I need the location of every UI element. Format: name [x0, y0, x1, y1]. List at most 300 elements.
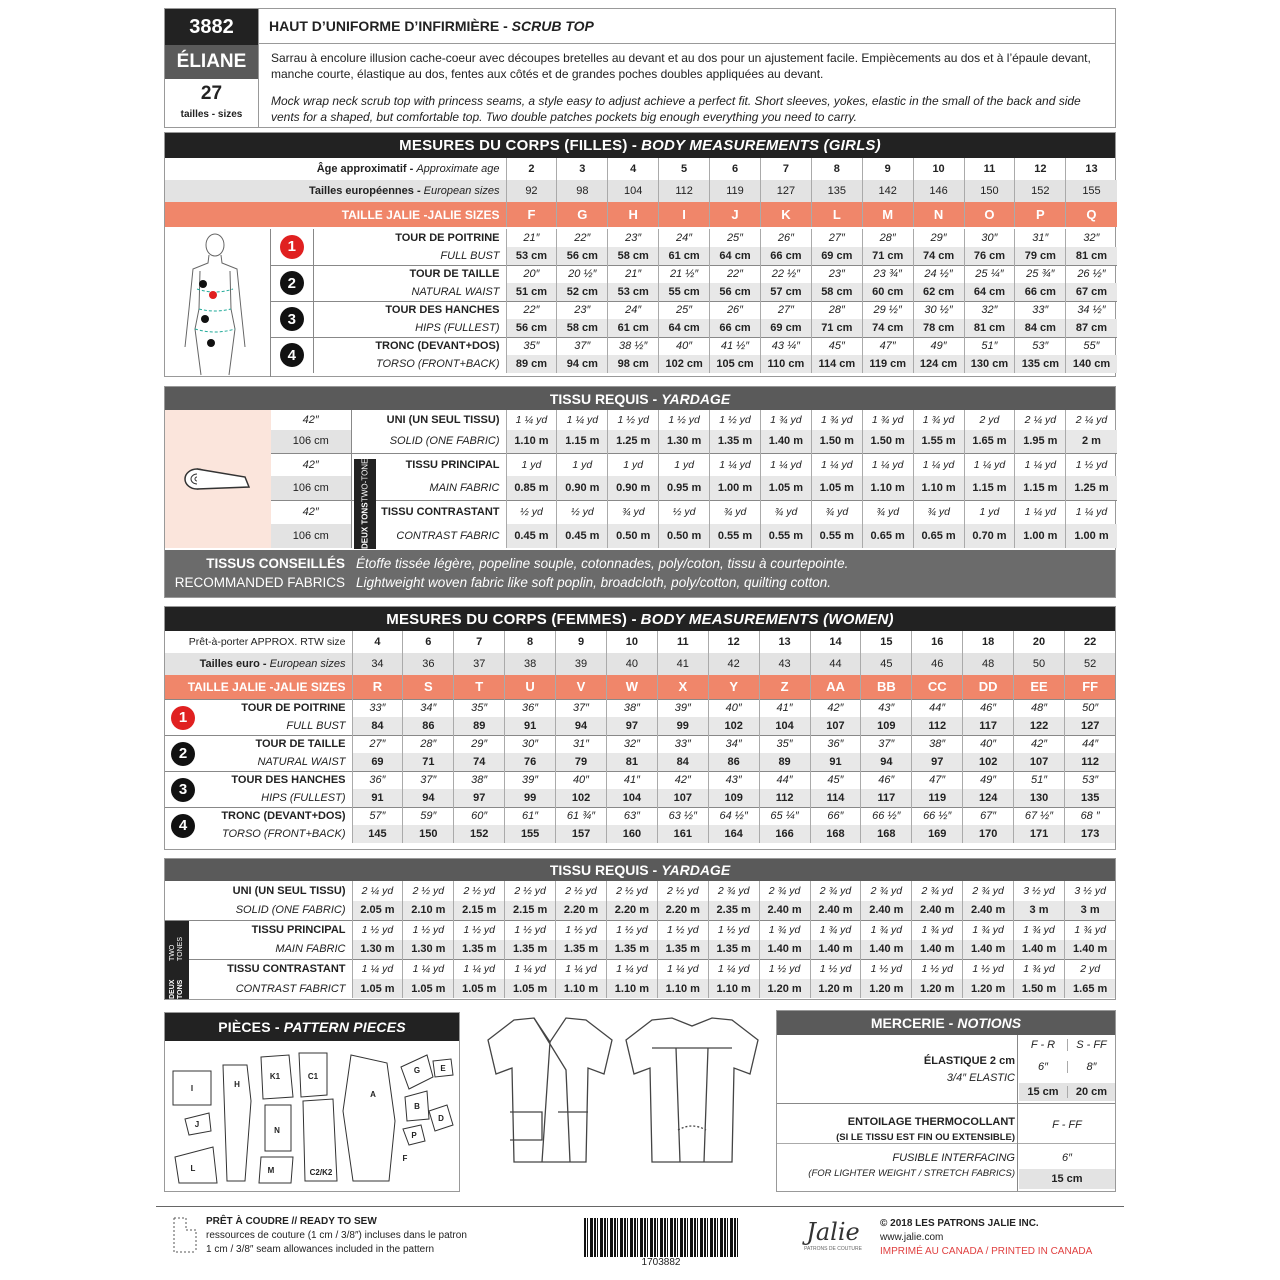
title-fr: MESURES DU CORPS (FEMMES) -	[386, 610, 637, 628]
measure-metric-cell: 56 cm	[557, 247, 608, 265]
rtw-cell: 15	[861, 631, 912, 653]
measure-metric-cell: 171	[1014, 825, 1065, 843]
yardage-row-yd	[271, 453, 1117, 476]
yardage-label-fr: UNI (UN SEUL TISSU)	[386, 414, 500, 426]
yardage-m-cell: 1.35 m	[505, 940, 556, 959]
measure-metric-cell: 112	[1064, 753, 1115, 771]
measure-label-fr: TRONC (DEVANT+DOS)	[221, 810, 346, 823]
measure-imperial-cell: 34 ½″	[1066, 301, 1117, 319]
recommended-fabrics	[165, 550, 1115, 597]
measure-imperial-cell: 48″	[1014, 699, 1065, 717]
measure-imperial-cell: 24″	[659, 229, 710, 247]
measure-imperial-cell: 51″	[1014, 771, 1065, 789]
measure-metric-cell: 61 cm	[608, 319, 659, 337]
measure-imperial-cell: 66 ½″	[861, 807, 912, 825]
measure-row-imperial	[165, 771, 1115, 789]
euro-cell: 38	[505, 653, 556, 675]
yardage-yd-cell: 1 ¾ yd	[1014, 959, 1065, 979]
measure-imperial-cell: 67″	[963, 807, 1014, 825]
yardage-m-cell: 2.05 m	[352, 901, 403, 920]
piece-label: K1	[269, 1072, 281, 1081]
measure-metric-cell: 97	[454, 789, 505, 807]
interfacing-col: F - FF	[1052, 1119, 1082, 1131]
measure-row-metric	[271, 283, 1117, 301]
measure-imperial-cell: 34″	[403, 699, 454, 717]
age-cell: 2	[506, 158, 557, 180]
measure-metric-cell: 91	[352, 789, 403, 807]
rtw-cell: 16	[912, 631, 963, 653]
yardage-m-cell: 1.40 m	[861, 940, 912, 959]
measure-imperial-cell: 23″	[608, 229, 659, 247]
website-link[interactable]: www.jalie.com	[880, 1232, 944, 1243]
yardage-m-cell: 1.30 m	[659, 430, 710, 453]
measure-label-fr: TOUR DE POITRINE	[395, 232, 500, 244]
yardage-yd-cell: ¾ yd	[760, 500, 811, 524]
measure-row-metric	[271, 355, 1117, 373]
measure-imperial-cell: 64 ½″	[708, 807, 759, 825]
measure-imperial-cell: 37″	[557, 337, 608, 355]
yardage-yd-cell: 1 ¼ yd	[403, 959, 454, 979]
yardage-m-cell: 1.10 m	[657, 979, 708, 998]
yardage-yd-cell: 1 ¼ yd	[557, 410, 608, 430]
fabrics-fr: Étoffe tissée légère, popeline souple, cotonnades, poly/coton, tissu à courtepointe.	[356, 556, 849, 571]
fabric-width-cm: 106 cm	[271, 524, 351, 548]
measure-imperial-cell: 47″	[912, 771, 963, 789]
elastic-label-en: 3/4″ ELASTIC	[946, 1072, 1015, 1084]
yardage-yd-cell: 1 ¼ yd	[556, 959, 607, 979]
jalie-size-cell: O	[964, 202, 1015, 227]
measure-metric-cell: 173	[1064, 825, 1115, 843]
measure-number-icon: 4	[280, 343, 304, 367]
measure-metric-cell: 64 cm	[964, 283, 1015, 301]
measure-imperial-cell: 67 ½″	[1014, 807, 1065, 825]
measure-imperial-cell: 21″	[608, 265, 659, 283]
yardage-m-cell: 2 m	[1066, 430, 1117, 453]
measure-metric-cell: 79	[556, 753, 607, 771]
piece-label: J	[194, 1120, 200, 1129]
yardage-label-en: CONTRAST FABRIC	[396, 530, 500, 542]
measure-metric-cell: 76 cm	[964, 247, 1015, 265]
yardage-m-cell: 0.50 m	[659, 524, 710, 548]
yardage-label-fr: TISSU CONTRASTANT	[165, 959, 352, 979]
measure-metric-cell: 51 cm	[506, 283, 557, 301]
measure-imperial-cell: 27″	[352, 735, 403, 753]
two-tone-tag	[354, 459, 376, 549]
yardage-row-yd	[165, 959, 1115, 979]
yardage-m-cell: 2.40 m	[810, 901, 861, 920]
measure-metric-cell: 110 cm	[760, 355, 811, 373]
measure-imperial-cell: 35″	[506, 337, 557, 355]
yardage-yd-cell: 2 ¼ yd	[1066, 410, 1117, 430]
jalie-size-cell: N	[913, 202, 964, 227]
elastic-cm-1: 15 cm	[1027, 1086, 1059, 1098]
measure-metric-cell: 94 cm	[557, 355, 608, 373]
yardage-m-cell: 1.20 m	[759, 979, 810, 998]
jalie-size-cell: J	[710, 202, 761, 227]
rtw-cell: 18	[963, 631, 1014, 653]
yardage-m-cell: 2.15 m	[454, 901, 505, 920]
yardage-yd-cell: 1 ½ yd	[810, 959, 861, 979]
piece-label: N	[274, 1126, 280, 1135]
title-fr: TISSU REQUIS -	[549, 862, 658, 878]
yardage-m-cell: 1.25 m	[1066, 476, 1117, 500]
measure-metric-cell: 91	[810, 753, 861, 771]
measure-imperial-cell: 20″	[506, 265, 557, 283]
measure-metric-cell: 71	[403, 753, 454, 771]
measure-imperial-cell: 26″	[710, 301, 761, 319]
measure-row-imperial	[271, 229, 1117, 247]
yardage-yd-cell: 1 ½ yd	[403, 920, 454, 940]
jalie-size-cell: L	[811, 202, 862, 227]
two-tone-en: TWO TONES	[169, 936, 184, 961]
jalie-size-cell: R	[352, 675, 403, 699]
measure-metric-cell: 69 cm	[760, 319, 811, 337]
measure-row-imperial	[165, 735, 1115, 753]
yardage-m-cell: 1.30 m	[403, 940, 454, 959]
title-fr: TISSU REQUIS -	[549, 390, 658, 407]
measure-metric-cell: 135	[1064, 789, 1115, 807]
measure-metric-cell: 140 cm	[1066, 355, 1117, 373]
measure-metric-cell: 94	[861, 753, 912, 771]
yardage-yd-cell: 1 ½ yd	[659, 410, 710, 430]
jalie-size-cell: T	[454, 675, 505, 699]
measure-label-en: TORSO (FRONT+BACK)	[221, 828, 346, 840]
measure-metric-cell: 91	[505, 717, 556, 735]
yardage-m-cell: 1.25 m	[608, 430, 659, 453]
yardage-m-cell: 1.15 m	[1015, 476, 1066, 500]
measure-imperial-cell: 43″	[861, 699, 912, 717]
yardage-row-m	[165, 940, 1115, 959]
measure-metric-cell: 160	[606, 825, 657, 843]
yardage-m-cell: 1.10 m	[556, 979, 607, 998]
yardage-yd-cell: 1 ¼ yd	[862, 453, 913, 476]
yardage-row-m	[271, 476, 1117, 500]
yardage-yd-cell: 1 ½ yd	[708, 920, 759, 940]
measure-label-fr: TOUR DE POITRINE	[241, 702, 346, 715]
measure-imperial-cell: 31″	[556, 735, 607, 753]
measure-metric-cell: 102 cm	[659, 355, 710, 373]
measure-metric-cell: 62 cm	[913, 283, 964, 301]
measure-number-icon: 2	[280, 271, 304, 295]
measure-row-metric	[271, 247, 1117, 265]
jalie-size-cell: Q	[1066, 202, 1117, 227]
yardage-m-cell: 0.50 m	[608, 524, 659, 548]
measure-metric-cell: 89	[759, 753, 810, 771]
measure-imperial-cell: 50″	[1064, 699, 1115, 717]
fabric-width-in: 42″	[271, 410, 351, 430]
yardage-m-cell: 0.85 m	[506, 476, 557, 500]
jalie-size-cell: Z	[759, 675, 810, 699]
measure-imperial-cell: 42″	[1014, 735, 1065, 753]
measure-imperial-cell: 37″	[403, 771, 454, 789]
measure-metric-cell: 94	[556, 717, 607, 735]
pattern-pieces-diagram	[165, 1041, 459, 1191]
yardage-m-cell: 1.55 m	[913, 430, 964, 453]
measure-metric-cell: 107	[810, 717, 861, 735]
title-fr: MESURES DU CORPS (FILLES) -	[399, 137, 638, 154]
yardage-m-cell: 0.65 m	[862, 524, 913, 548]
measure-imperial-cell: 45″	[811, 337, 862, 355]
measure-metric-cell: 107	[657, 789, 708, 807]
yardage-yd-cell: ¾ yd	[862, 500, 913, 524]
piece-label: B	[414, 1102, 420, 1111]
yardage-m-cell: 1.35 m	[556, 940, 607, 959]
yardage-m-cell: 1.50 m	[811, 430, 862, 453]
measure-imperial-cell: 35″	[454, 699, 505, 717]
euro-cell: 36	[403, 653, 454, 675]
yardage-m-cell: 1.10 m	[506, 430, 557, 453]
euro-cell: 50	[1014, 653, 1065, 675]
girls-jalie-row	[165, 202, 1117, 227]
yardage-row-yd	[271, 410, 1117, 430]
measure-imperial-cell: 43 ¼″	[760, 337, 811, 355]
measure-label-fr: TOUR DE TAILLE	[313, 265, 506, 283]
women-yardage	[164, 858, 1116, 1000]
yardage-row-m	[165, 901, 1115, 920]
yardage-yd-cell: 1 ½ yd	[963, 959, 1014, 979]
yardage-yd-cell: 1 ¼ yd	[1066, 500, 1117, 524]
yardage-yd-cell: 1 ¾ yd	[1064, 920, 1115, 940]
yardage-yd-cell: ¾ yd	[811, 500, 862, 524]
measure-metric-cell: 122	[1014, 717, 1065, 735]
measure-metric-cell: 81	[606, 753, 657, 771]
rtw-cell: 6	[403, 631, 454, 653]
yardage-m-cell: 1.00 m	[1066, 524, 1117, 548]
measure-metric-cell: 107	[1014, 753, 1065, 771]
yardage-yd-cell: 2 ½ yd	[556, 881, 607, 901]
measure-imperial-cell: 61 ¾″	[556, 807, 607, 825]
measure-imperial-cell: 41 ½″	[710, 337, 761, 355]
yardage-m-cell: 2.40 m	[861, 901, 912, 920]
jalie-size-cell: EE	[1014, 675, 1065, 699]
measure-imperial-cell: 42″	[810, 699, 861, 717]
jalie-size-cell: FF	[1064, 675, 1115, 699]
title-fr: HAUT D’UNIFORME D’INFIRMIÈRE -	[269, 18, 508, 34]
measure-imperial-cell: 33″	[352, 699, 403, 717]
printed-fr: IMPRIMÉ AU CANADA /	[880, 1246, 989, 1257]
measure-imperial-cell: 47″	[862, 337, 913, 355]
euro-cell: 135	[811, 180, 862, 202]
measure-imperial-cell: 61″	[505, 807, 556, 825]
measure-imperial-cell: 44″	[1064, 735, 1115, 753]
yardage-m-cell: 1.10 m	[708, 979, 759, 998]
fabric-width-in: 42″	[271, 500, 351, 524]
euro-cell: 150	[964, 180, 1015, 202]
measure-imperial-cell: 44″	[759, 771, 810, 789]
yardage-yd-cell: 2 ½ yd	[657, 881, 708, 901]
yardage-m-cell: 1.20 m	[810, 979, 861, 998]
measure-metric-cell: 64 cm	[710, 247, 761, 265]
measure-metric-cell: 102	[556, 789, 607, 807]
measure-metric-cell: 84	[352, 717, 403, 735]
yardage-label-fr: TISSU PRINCIPAL	[165, 920, 352, 940]
yardage-yd-cell: 1 ¾ yd	[862, 410, 913, 430]
printed-en: PRINTED IN CANADA	[991, 1246, 1093, 1257]
measure-metric-cell: 89 cm	[506, 355, 557, 373]
body-diagram-icon	[165, 229, 271, 377]
age-cell: 10	[913, 158, 964, 180]
description-en: Mock wrap neck scrub top with princess seams, a style easy to adjust achieve a perfect fit. Short sleeves, yokes, elastic in the small of the back and side vents for a shaped, but comfortable top. Two double patches pockets big enough everything you need to carry.	[271, 94, 1081, 124]
yardage-m-cell: 3 m	[1014, 901, 1065, 920]
age-cell: 13	[1066, 158, 1117, 180]
yardage-yd-cell: 1 ½ yd	[352, 920, 403, 940]
yardage-yd-cell: 1 ¾ yd	[759, 920, 810, 940]
measure-metric-cell: 53 cm	[506, 247, 557, 265]
yardage-m-cell: 0.65 m	[913, 524, 964, 548]
yardage-yd-cell: 1 ¾ yd	[963, 920, 1014, 940]
two-tone-en: TWO-TONE	[360, 459, 370, 503]
scrub-top-front-back-icon	[470, 1012, 770, 1177]
yardage-yd-cell: 1 ½ yd	[710, 410, 761, 430]
women-measurements-title	[165, 607, 1115, 631]
yardage-yd-cell: ½ yd	[557, 500, 608, 524]
measure-imperial-cell: 39″	[505, 771, 556, 789]
measure-imperial-cell: 30″	[964, 229, 1015, 247]
measure-imperial-cell: 32″	[606, 735, 657, 753]
measure-metric-cell: 97	[912, 753, 963, 771]
interfacing-en: FUSIBLE INTERFACING	[892, 1152, 1015, 1164]
yardage-m-cell: 2.40 m	[963, 901, 1014, 920]
piece-label: L	[190, 1164, 196, 1173]
measure-label-fr: TOUR DE TAILLE	[255, 738, 346, 751]
yardage-label-fr: TISSU CONTRASTANT	[351, 500, 506, 524]
measure-imperial-cell: 40″	[659, 337, 710, 355]
title-fr: MERCERIE -	[870, 1015, 954, 1031]
age-label-en: Approximate age	[416, 163, 500, 175]
measure-imperial-cell: 53″	[1015, 337, 1066, 355]
page-title	[269, 18, 594, 34]
measure-metric-cell: 99	[657, 717, 708, 735]
garment-sketch	[470, 1012, 770, 1177]
age-cell: 11	[964, 158, 1015, 180]
rtw-cell: 13	[759, 631, 810, 653]
measure-metric-cell: 76	[505, 753, 556, 771]
measure-metric-cell: 161	[657, 825, 708, 843]
euro-cell: 40	[606, 653, 657, 675]
measure-metric-cell: 109	[708, 789, 759, 807]
yardage-m-cell: 1.95 m	[1015, 430, 1066, 453]
measure-metric-cell: 119	[912, 789, 963, 807]
measure-imperial-cell: 41″	[759, 699, 810, 717]
interfacing-en-note: (FOR LIGHTER WEIGHT / STRETCH FABRICS)	[808, 1168, 1015, 1179]
measure-imperial-cell: 21 ½″	[659, 265, 710, 283]
measure-metric-cell: 69 cm	[811, 247, 862, 265]
yardage-yd-cell: 1 ¾ yd	[811, 410, 862, 430]
euro-cell: 146	[913, 180, 964, 202]
measure-number-cell	[271, 337, 313, 373]
yardage-yd-cell: 1 ½ yd	[606, 920, 657, 940]
jalie-size-cell: V	[556, 675, 607, 699]
measure-metric-cell: 74	[454, 753, 505, 771]
measure-metric-cell: 57 cm	[760, 283, 811, 301]
girls-measure-rows	[271, 229, 1115, 373]
piece-label: C2/K2	[309, 1168, 333, 1177]
measure-metric-cell: 69	[352, 753, 403, 771]
measure-metric-cell: 152	[454, 825, 505, 843]
age-cell: 5	[659, 158, 710, 180]
yardage-m-cell: 1.65 m	[1064, 979, 1115, 998]
interfacing-fr-note: (SI LE TISSU EST FIN OU EXTENSIBLE)	[836, 1132, 1015, 1143]
rtw-cell: 12	[708, 631, 759, 653]
measure-imperial-cell: 22″	[710, 265, 761, 283]
measure-imperial-cell: 23 ¾″	[862, 265, 913, 283]
yardage-yd-cell: 2 ½ yd	[606, 881, 657, 901]
yardage-yd-cell: 1 ¼ yd	[760, 453, 811, 476]
yardage-m-cell: 1.30 m	[352, 940, 403, 959]
rtw-cell: 8	[505, 631, 556, 653]
yardage-yd-cell: 2 ¾ yd	[861, 881, 912, 901]
measure-metric-cell: 145	[352, 825, 403, 843]
jalie-size-cell: K	[760, 202, 811, 227]
measure-imperial-cell: 38″	[606, 699, 657, 717]
measure-number-icon: 2	[171, 742, 195, 766]
girls-measurements-title	[165, 133, 1115, 158]
measure-imperial-cell: 59″	[403, 807, 454, 825]
yardage-m-cell: 1.40 m	[759, 940, 810, 959]
rtw-cell: 20	[1014, 631, 1065, 653]
measure-metric-cell: 168	[861, 825, 912, 843]
measure-metric-cell: 130	[1014, 789, 1065, 807]
jalie-size-cell: H	[608, 202, 659, 227]
jalie-size-cell: W	[606, 675, 657, 699]
yardage-yd-cell: 1 ¾ yd	[760, 410, 811, 430]
measure-number-icon: 4	[171, 814, 195, 838]
yardage-yd-cell: 1 ½ yd	[454, 920, 505, 940]
measure-metric-cell: 53 cm	[608, 283, 659, 301]
measure-imperial-cell: 23″	[557, 301, 608, 319]
measure-metric-cell: 168	[810, 825, 861, 843]
yardage-yd-cell: 1 ¼ yd	[505, 959, 556, 979]
yardage-m-cell: 0.55 m	[811, 524, 862, 548]
measure-imperial-cell: 27″	[811, 229, 862, 247]
yardage-m-cell: 1.40 m	[1064, 940, 1115, 959]
measure-metric-cell: 124 cm	[913, 355, 964, 373]
yardage-m-cell: 0.55 m	[710, 524, 761, 548]
yardage-m-cell: 1.35 m	[708, 940, 759, 959]
yardage-yd-cell: ¾ yd	[608, 500, 659, 524]
euro-cell: 112	[659, 180, 710, 202]
measure-metric-cell: 86	[708, 753, 759, 771]
measure-metric-cell: 124	[963, 789, 1014, 807]
measure-metric-cell: 94	[403, 789, 454, 807]
yardage-m-cell: 1.10 m	[913, 476, 964, 500]
brand-sub: PATRONS DE COUTURE	[804, 1246, 862, 1252]
jalie-size-cell: I	[659, 202, 710, 227]
euro-label-en: European sizes	[269, 658, 346, 670]
yardage-label-en: MAIN FABRIC	[429, 481, 500, 494]
rtw-cell: 9	[556, 631, 607, 653]
rtw-cell: 4	[352, 631, 403, 653]
measure-metric-cell: 127	[1064, 717, 1115, 735]
measure-row-imperial	[271, 265, 1117, 283]
measure-imperial-cell: 65 ¼″	[759, 807, 810, 825]
yardage-m-cell: 0.55 m	[760, 524, 811, 548]
yardage-m-cell: 0.90 m	[557, 476, 608, 500]
piece-label: E	[440, 1064, 446, 1073]
fabric-width-cm: 106 cm	[271, 430, 351, 453]
rtw-cell: 7	[454, 631, 505, 653]
measure-imperial-cell: 63 ½″	[657, 807, 708, 825]
measure-imperial-cell: 24 ½″	[913, 265, 964, 283]
yardage-m-cell: 1.35 m	[657, 940, 708, 959]
euro-cell: 152	[1015, 180, 1066, 202]
yardage-yd-cell: 1 ¼ yd	[710, 453, 761, 476]
measure-metric-cell: 66 cm	[710, 319, 761, 337]
measure-imperial-cell: 40″	[708, 699, 759, 717]
yardage-m-cell: 1.05 m	[760, 476, 811, 500]
yardage-m-cell: 1.05 m	[352, 979, 403, 998]
notions-col-1: F - R	[1030, 1039, 1056, 1051]
